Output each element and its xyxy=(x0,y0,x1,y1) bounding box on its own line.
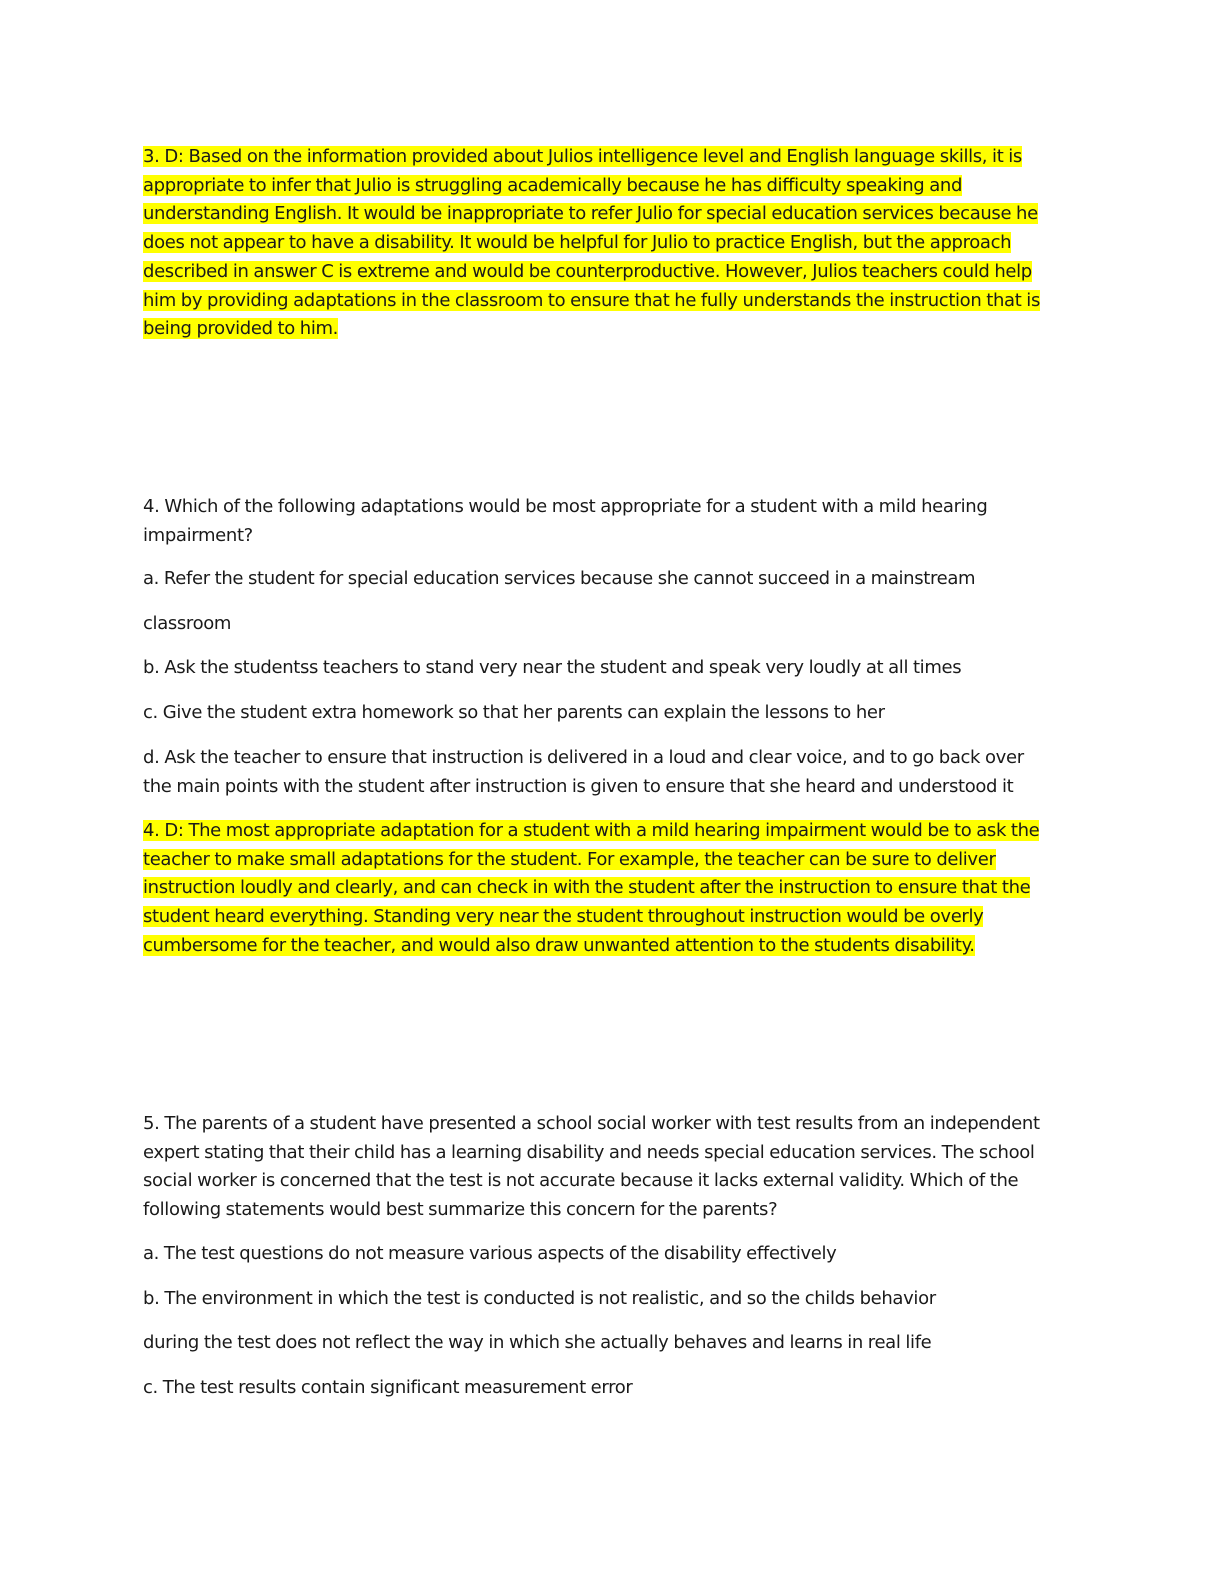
q4-option-b: b. Ask the studentss teachers to stand very near the student and speak very loudly at all times xyxy=(143,657,962,678)
q4-answer-paragraph xyxy=(143,817,1073,961)
q4-answer-line: instruction loudly and clearly, and can check in with the student after the instruction to ensure that the xyxy=(143,877,1031,899)
q5-question-line: expert stating that their child has a learning disability and needs special education services. The school xyxy=(143,1141,1035,1163)
q5-option-a: a. The test questions do not measure various aspects of the disability effectively xyxy=(143,1243,837,1264)
q3-answer-line: described in answer C is extreme and would be counterproductive. However, Julios teachers could help xyxy=(143,260,1032,282)
q5-option-c: c. The test results contain significant measurement error xyxy=(143,1377,633,1398)
q4-question-line: 4. Which of the following adaptations would be most appropriate for a student with a mild hearing xyxy=(143,496,988,517)
q5-question-line: social worker is concerned that the test is not accurate because it lacks external validity. Which of the xyxy=(143,1170,1019,1192)
q5-option-b-continued: during the test does not reflect the way in which she actually behaves and learns in real life xyxy=(143,1332,932,1353)
q5-option-b: b. The environment in which the test is conducted is not realistic, and so the childs behavior xyxy=(143,1288,936,1309)
q4-answer-line: cumbersome for the teacher, and would also draw unwanted attention to the students disability. xyxy=(143,934,975,956)
q4-answer-line: 4. D: The most appropriate adaptation for a student with a mild hearing impairment would be to ask the xyxy=(143,820,1040,841)
q5-question xyxy=(143,1110,1073,1225)
q3-answer-line: appropriate to infer that Julio is struggling academically because he has difficulty speaking and xyxy=(143,174,963,196)
q3-answer-line: does not appear to have a disability. It would be helpful for Julio to practice English, but the approach xyxy=(143,232,1012,254)
q4-question-line: impairment? xyxy=(143,524,253,546)
q3-answer-line: being provided to him. xyxy=(143,318,339,340)
q3-answer-line: 3. D: Based on the information provided about Julios intelligence level and English language skills, it is xyxy=(143,146,1022,167)
q4-option-d: d. Ask the teacher to ensure that instruction is delivered in a loud and clear voice, and to go back over the main points with the student after instruction is given to ensure that she heard and understood it xyxy=(143,747,1024,797)
q3-answer-paragraph xyxy=(143,143,1073,344)
q4-question xyxy=(143,493,1073,550)
q3-answer-line: understanding English. It would be inappropriate to refer Julio for special education services because he xyxy=(143,203,1038,225)
q4-answer-line: student heard everything. Standing very near the student throughout instruction would be overly xyxy=(143,906,984,928)
q4-answer-line: teacher to make small adaptations for the student. For example, the teacher can be sure to deliver xyxy=(143,848,996,870)
q4-option-a-continued: classroom xyxy=(143,613,232,634)
q5-question-line: following statements would best summarize this concern for the parents? xyxy=(143,1199,778,1221)
q3-answer-line: him by providing adaptations in the classroom to ensure that he fully understands the instruction that is xyxy=(143,289,1040,311)
q4-option-a: a. Refer the student for special education services because she cannot succeed in a mainstream xyxy=(143,568,976,589)
q5-question-line: 5. The parents of a student have presented a school social worker with test results from an independent xyxy=(143,1113,1040,1134)
q4-option-c: c. Give the student extra homework so that her parents can explain the lessons to her xyxy=(143,702,885,723)
